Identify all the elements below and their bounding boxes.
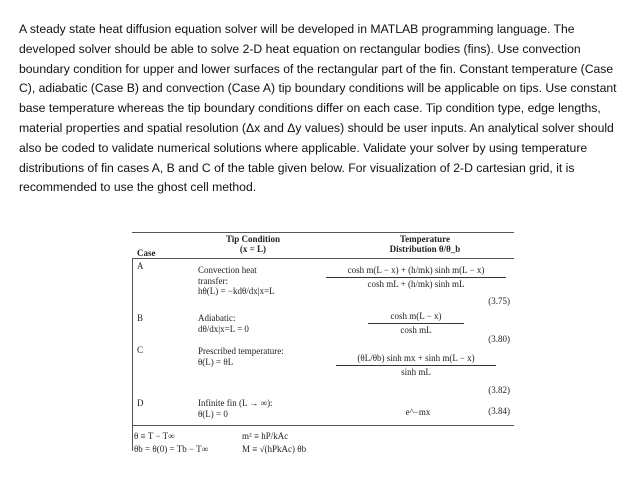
- case-d-distribution: e^−mx: [405, 407, 431, 417]
- header-dist-line-1: Temperature: [400, 234, 450, 244]
- case-b-tip: [198, 313, 249, 334]
- table-top-rule: [132, 232, 514, 233]
- case-b-distribution: [368, 311, 464, 336]
- case-a-distribution: [326, 265, 506, 290]
- case-c-label: C: [137, 345, 144, 355]
- case-b-tip-line-2: dθ/dx|x=L = 0: [198, 323, 249, 334]
- header-temperature-distribution: [360, 234, 490, 254]
- header-tip-line-2: (x = L): [239, 244, 267, 254]
- footer-theta-definition: θ ≡ T − T∞: [134, 431, 175, 441]
- case-b-fraction-bar: [368, 323, 464, 324]
- case-d-tip-line-2: θ(L) = 0: [198, 408, 228, 419]
- case-c-fraction-bar: [336, 365, 496, 366]
- case-a-label: A: [137, 261, 144, 271]
- problem-statement: A steady state heat diffusion equation solver will be developed in MATLAB programming language. The developed solver should be able to solve 2-D heat equation on rectangular bodies (fins). Use convection boundary condition for upper and lower surfaces of the rectangular part of the fin. Constant temperature (Case C), adiabatic (Case B) and convection (Case A) tip boundary conditions will be applicable on tips. Use constant base temperature whereas the tip boundary conditions differ on each case. Tip condition type, edge lengths, material properties and spatial resolution (Δx and Δy values) should be user inputs. An analytical solver should also be coded to validate numerical solutions where applicable. Validate your solver by using temperature distributions of fin cases A, B and C of the table given below. For visualization of 2-D cartesian grid, it is recommended to use the ghost cell method.: [19, 22, 617, 195]
- footer-M-definition: M ≡ √(hPkAc) θb: [242, 444, 307, 454]
- case-d-tip-line-1: Infinite fin (L → ∞):: [198, 398, 273, 408]
- header-tip-condition: [208, 234, 298, 254]
- case-b-numerator: cosh m(L − x): [390, 311, 442, 321]
- case-c-tip-line-1: Prescribed temperature:: [198, 346, 284, 356]
- case-a-tip: [198, 265, 275, 297]
- footer-theta-b-definition: θb = θ(0) = Tb − T∞: [134, 444, 209, 454]
- case-a-equation-number: (3.75): [488, 296, 510, 306]
- case-a-denominator: cosh mL + (h/mk) sinh mL: [367, 279, 465, 289]
- case-c-denominator: sinh mL: [401, 367, 431, 377]
- case-d-tip: [198, 398, 273, 419]
- case-c-equation-number: (3.82): [488, 385, 510, 395]
- case-c-tip-line-2: θ(L) = θL: [198, 356, 234, 367]
- case-d-equation-number: (3.84): [488, 406, 510, 416]
- case-a-numerator: cosh m(L − x) + (h/mk) sinh m(L − x): [347, 265, 485, 275]
- case-c-tip: [198, 346, 284, 367]
- case-b-denominator: cosh mL: [400, 325, 432, 335]
- header-case: Case: [137, 248, 156, 258]
- case-column-rule: [132, 258, 133, 451]
- fin-temperature-table: [130, 228, 514, 483]
- case-b-label: B: [137, 313, 144, 323]
- case-b-equation-number: (3.80): [488, 334, 510, 344]
- case-c-distribution: [336, 353, 496, 378]
- case-a-fraction-bar: [326, 277, 506, 278]
- case-c-numerator: (θL/θb) sinh mx + sinh m(L − x): [357, 353, 475, 363]
- header-tip-line-1: Tip Condition: [225, 234, 281, 244]
- footer-m-definition: m² ≡ hP/kAc: [242, 431, 289, 441]
- case-a-tip-line-1: Convection heat: [198, 265, 257, 275]
- footer-rule: [132, 425, 514, 426]
- case-d-label: D: [137, 398, 144, 408]
- case-a-tip-line-3: hθ(L) = −kdθ/dx|x=L: [198, 286, 275, 296]
- case-a-tip-line-2: transfer:: [198, 275, 228, 286]
- case-b-tip-line-1: Adiabatic:: [198, 313, 236, 323]
- header-rule: [132, 258, 514, 259]
- header-dist-line-2: Distribution θ/θ_b: [389, 244, 461, 254]
